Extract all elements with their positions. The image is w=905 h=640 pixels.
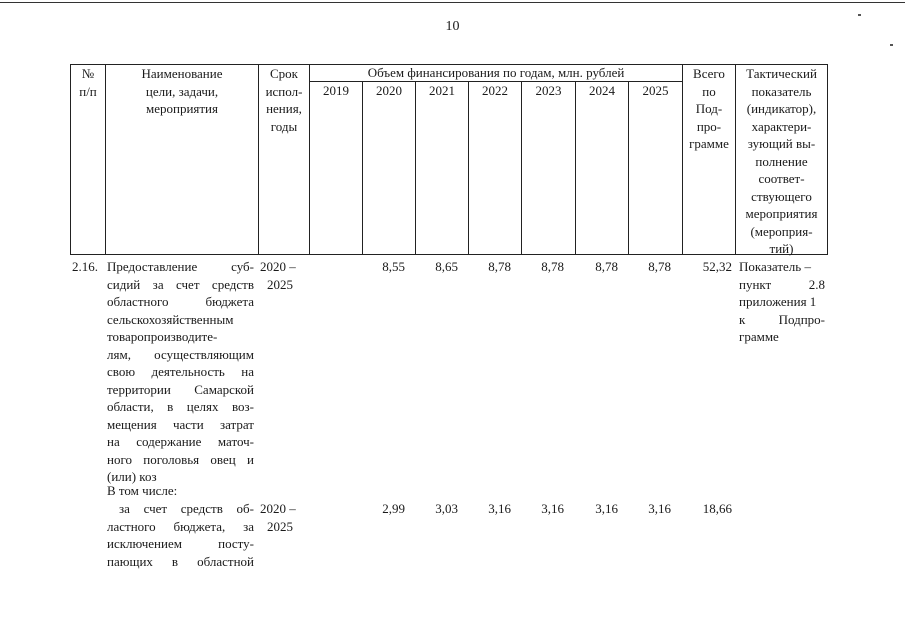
subrow-value-2023: 3,16 — [541, 501, 564, 516]
header-year-2021: 2021 — [429, 83, 455, 98]
header-term: Срок испол- нения, годы — [265, 66, 303, 134]
col-border-2019 — [362, 81, 363, 255]
row-num: 2.16. — [72, 259, 98, 274]
header-total: Всего по Под- про- грамме — [689, 66, 729, 151]
subrow-value-2022: 3,16 — [488, 501, 511, 516]
scan-speck — [890, 44, 893, 46]
subrow-value-2024: 3,16 — [595, 501, 618, 516]
header-year-2023: 2023 — [535, 83, 562, 98]
header-indicator: Тактический показатель (индикатор), характери- зующий вы- полнение соответ- ствующего мероприятия (мероприя- тий) — [745, 66, 818, 256]
header-num: № п/п — [79, 66, 97, 99]
header-name: Наименование цели, задачи, мероприятия — [141, 66, 223, 116]
col-border-2020 — [415, 81, 416, 255]
row-name: Предоставление суб- сидий за счет средств областного бюджета сельскохозяйственным товаропроизводите- лям, осуществляющим свою деятельность на территории Самарской области, в целях воз- мещения части затрат на содержание маточ- ного поголовья овец и (или) коз — [107, 259, 254, 484]
header-year-2019: 2019 — [323, 83, 349, 98]
col-border-2021 — [468, 81, 469, 255]
header-bottom-border — [70, 254, 828, 255]
row-value-2025: 8,78 — [648, 259, 671, 274]
header-year-2024: 2024 — [589, 83, 615, 98]
subrow-name: за счет средств об- ластного бюджета, за исключением посту- пающих в областной — [107, 501, 254, 569]
subheading: В том числе: — [107, 483, 178, 498]
row-value-2022: 8,78 — [488, 259, 511, 274]
col-border-right — [827, 64, 828, 255]
row-value-2021: 8,65 — [435, 259, 458, 274]
header-funding: Объем финансирования по годам, млн. рублей — [367, 65, 625, 80]
col-border-2024 — [628, 81, 629, 255]
header-year-2025: 2025 — [642, 83, 669, 98]
header-year-2020: 2020 — [376, 83, 402, 98]
subrow-value-2021: 3,03 — [435, 501, 458, 516]
subrow-value-2025: 3,16 — [648, 501, 671, 516]
row-total: 52,32 — [702, 259, 732, 274]
row-indicator: Показатель – пункт 2.8 приложения 1 к Подпро- грамме — [739, 259, 825, 344]
page-number: 10 — [445, 19, 460, 34]
row-term: 2020 – 2025 — [260, 259, 296, 292]
col-border-2023 — [575, 81, 576, 255]
header-year-2022: 2022 — [482, 83, 508, 98]
subrow-value-2020: 2,99 — [382, 501, 405, 516]
subrow-term: 2020 – 2025 — [260, 501, 296, 534]
row-value-2023: 8,78 — [541, 259, 564, 274]
row-value-2024: 8,78 — [595, 259, 618, 274]
page-top-edge — [0, 2, 905, 3]
col-border-2022 — [521, 81, 522, 255]
scan-speck — [858, 14, 861, 16]
subrow-total: 18,66 — [702, 501, 732, 516]
row-value-2020: 8,55 — [382, 259, 405, 274]
